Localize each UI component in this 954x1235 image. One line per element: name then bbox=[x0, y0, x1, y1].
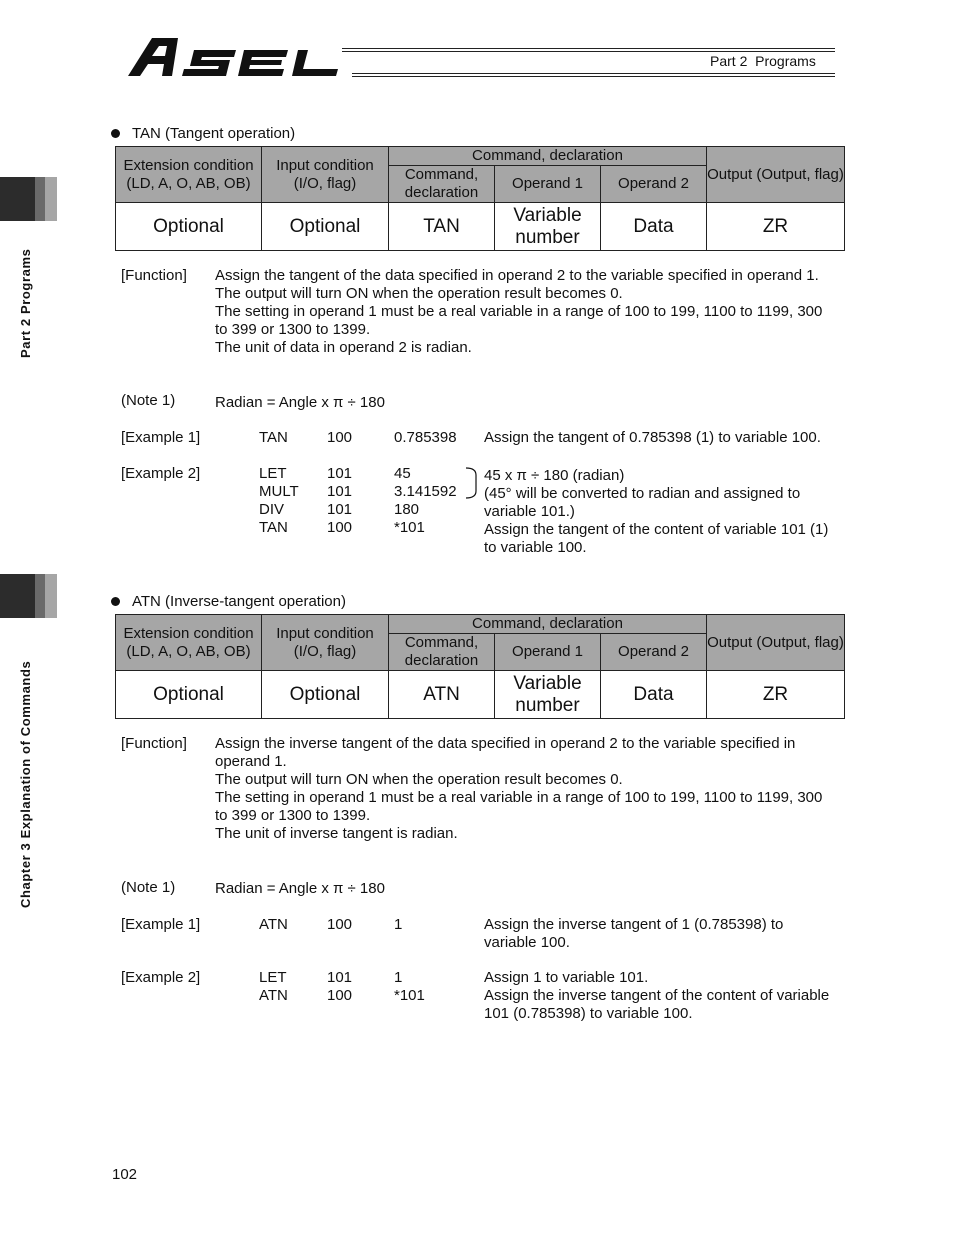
tan-example2-op1-item: 101 bbox=[327, 465, 353, 482]
tan-function-line: The unit of data in operand 2 is radian. bbox=[215, 339, 472, 356]
tan-example2-op2 bbox=[394, 465, 457, 537]
atn-example2-desc bbox=[484, 969, 829, 1023]
tan-cell-operand1: Variable number bbox=[495, 203, 601, 251]
atn-example2-desc-line: 101 (0.785398) to variable 100. bbox=[484, 1005, 693, 1022]
atn-note-text: Radian = Angle x π ÷ 180 bbox=[215, 880, 385, 897]
atn-example2-op2-item: 1 bbox=[394, 969, 403, 986]
tan-example1-command: TAN bbox=[259, 429, 288, 446]
tan-note-label: (Note 1) bbox=[121, 392, 176, 409]
atn-example2-desc-line: Assign 1 to variable 101. bbox=[484, 969, 649, 986]
asel-logo bbox=[126, 34, 351, 80]
atn-example1-op2: 1 bbox=[394, 916, 403, 933]
side-tab-part-dark bbox=[0, 177, 35, 221]
atn-example1-command: ATN bbox=[259, 916, 288, 933]
tan-example2-op1-item: 101 bbox=[327, 483, 353, 500]
atn-function-line: to 399 or 1300 to 1399. bbox=[215, 807, 371, 824]
page-number: 102 bbox=[112, 1166, 138, 1183]
side-tab-part-light bbox=[45, 177, 57, 221]
tan-example2-op1 bbox=[327, 465, 352, 537]
tan-cell-operand2: Data bbox=[601, 203, 707, 251]
side-tab-chapter-mid bbox=[35, 574, 45, 618]
atn-header-extension: Extension condition (LD, A, O, AB, OB) bbox=[116, 615, 262, 671]
header-rule-bottom bbox=[352, 76, 835, 77]
atn-cell-output: ZR bbox=[707, 671, 845, 719]
tan-cell-input: Optional bbox=[262, 203, 389, 251]
tan-note-text: Radian = Angle x π ÷ 180 bbox=[215, 394, 385, 411]
tan-function-text bbox=[215, 267, 822, 357]
atn-function-line: The unit of inverse tangent is radian. bbox=[215, 825, 458, 842]
tan-cell-output: ZR bbox=[707, 203, 845, 251]
tan-example1-op1: 100 bbox=[327, 429, 353, 446]
header-rule-top bbox=[342, 48, 835, 49]
tan-example2-op2-item: 3.141592 bbox=[394, 483, 457, 500]
atn-header-command-group: Command, declaration bbox=[389, 615, 707, 634]
tan-heading: TAN (Tangent operation) bbox=[132, 125, 296, 142]
side-chapter-label: Chapter 3 Explanation of Commands bbox=[18, 660, 33, 908]
atn-cell-input: Optional bbox=[262, 671, 389, 719]
atn-header-operand1: Operand 1 bbox=[495, 634, 601, 671]
tan-function-label: [Function] bbox=[121, 267, 187, 284]
side-tab-part-mid bbox=[35, 177, 45, 221]
tan-example2-op1-item: 101 bbox=[327, 501, 353, 518]
atn-bullet bbox=[111, 597, 120, 606]
atn-example1-desc-line: variable 100. bbox=[484, 934, 570, 951]
header-rule-mid bbox=[342, 51, 835, 52]
atn-function-line: Assign the inverse tangent of the data specified in operand 2 to the variable specified in bbox=[215, 735, 796, 752]
tan-header-extension: Extension condition (LD, A, O, AB, OB) bbox=[116, 147, 262, 203]
tan-header-command-group: Command, declaration bbox=[389, 147, 707, 166]
tan-function-line: The setting in operand 1 must be a real variable in a range of 100 to 199, 1100 to 1199, 300 bbox=[215, 303, 823, 320]
tan-function-line: Assign the tangent of the data specified in operand 2 to the variable specified in operand 1. bbox=[215, 267, 819, 284]
atn-example2-desc-line: Assign the inverse tangent of the content of variable bbox=[484, 987, 830, 1004]
header-part-label: Part 2 Programs bbox=[710, 53, 816, 69]
tan-example2-desc-line: variable 101.) bbox=[484, 503, 575, 520]
atn-function-line: The setting in operand 1 must be a real variable in a range of 100 to 199, 1100 to 1199, 300 bbox=[215, 789, 823, 806]
side-part-label: Part 2 Programs bbox=[18, 248, 33, 358]
tan-header-input: Input condition (I/O, flag) bbox=[262, 147, 389, 203]
tan-cell-command: TAN bbox=[389, 203, 495, 251]
tan-bullet bbox=[111, 129, 120, 138]
tan-example2-op2-item: 45 bbox=[394, 465, 411, 482]
atn-function-line: operand 1. bbox=[215, 753, 287, 770]
atn-note-label: (Note 1) bbox=[121, 879, 176, 896]
tan-example2-desc-line: Assign the tangent of the content of variable 101 (1) bbox=[484, 521, 829, 538]
atn-function-text bbox=[215, 735, 822, 843]
atn-example1-desc-line: Assign the inverse tangent of 1 (0.785398) to bbox=[484, 916, 784, 933]
tan-example2-desc-line: (45° will be converted to radian and assigned to bbox=[484, 485, 801, 502]
tan-header-operand1: Operand 1 bbox=[495, 166, 601, 203]
tan-example1-desc: Assign the tangent of 0.785398 (1) to variable 100. bbox=[484, 429, 821, 446]
atn-example2-command: ATN bbox=[259, 987, 288, 1004]
tan-function-line: The output will turn ON when the operation result becomes 0. bbox=[215, 285, 623, 302]
atn-function-line: The output will turn ON when the operation result becomes 0. bbox=[215, 771, 623, 788]
atn-command-table bbox=[115, 614, 845, 719]
tan-example2-desc bbox=[484, 467, 828, 557]
atn-example2-op2-item: *101 bbox=[394, 987, 425, 1004]
atn-header-input: Input condition (I/O, flag) bbox=[262, 615, 389, 671]
atn-example2-commands bbox=[259, 969, 288, 1005]
atn-example2-command: LET bbox=[259, 969, 287, 986]
tan-command-table bbox=[115, 146, 845, 251]
tan-example2-bracket bbox=[464, 467, 480, 499]
atn-example2-op1 bbox=[327, 969, 352, 1005]
tan-header-output: Output (Output, flag) bbox=[707, 147, 845, 203]
tan-example1-op2: 0.785398 bbox=[394, 429, 457, 446]
atn-example1-label: [Example 1] bbox=[121, 916, 201, 933]
side-tab-chapter-light bbox=[45, 574, 57, 618]
atn-example2-op1-item: 101 bbox=[327, 969, 353, 986]
tan-example2-desc-line: to variable 100. bbox=[484, 539, 587, 556]
atn-cell-operand1: Variable number bbox=[495, 671, 601, 719]
atn-cell-command: ATN bbox=[389, 671, 495, 719]
tan-example2-commands bbox=[259, 465, 299, 537]
atn-example1-desc bbox=[484, 916, 783, 952]
tan-example1-label: [Example 1] bbox=[121, 429, 201, 446]
atn-header-command: Command, declaration bbox=[389, 634, 495, 671]
atn-header-output: Output (Output, flag) bbox=[707, 615, 845, 671]
atn-example2-label: [Example 2] bbox=[121, 969, 201, 986]
tan-example2-op1-item: 100 bbox=[327, 519, 353, 536]
tan-example2-command: LET bbox=[259, 465, 287, 482]
atn-cell-extension: Optional bbox=[116, 671, 262, 719]
tan-cell-extension: Optional bbox=[116, 203, 262, 251]
tan-header-command: Command, declaration bbox=[389, 166, 495, 203]
tan-example2-desc-line: 45 x π ÷ 180 (radian) bbox=[484, 467, 625, 484]
tan-example2-command: MULT bbox=[259, 483, 299, 500]
atn-example2-op2 bbox=[394, 969, 425, 1005]
atn-example1-op1: 100 bbox=[327, 916, 353, 933]
tan-example2-op2-item: *101 bbox=[394, 519, 425, 536]
atn-heading: ATN (Inverse-tangent operation) bbox=[132, 593, 346, 610]
atn-header-operand2: Operand 2 bbox=[601, 634, 707, 671]
tan-example2-label: [Example 2] bbox=[121, 465, 201, 482]
header-rule-bottom2 bbox=[352, 73, 835, 74]
tan-example2-command: DIV bbox=[259, 501, 285, 518]
atn-function-label: [Function] bbox=[121, 735, 187, 752]
tan-example2-command: TAN bbox=[259, 519, 288, 536]
tan-header-operand2: Operand 2 bbox=[601, 166, 707, 203]
side-tab-chapter-dark bbox=[0, 574, 35, 618]
atn-example2-op1-item: 100 bbox=[327, 987, 353, 1004]
tan-function-line: to 399 or 1300 to 1399. bbox=[215, 321, 371, 338]
atn-cell-operand2: Data bbox=[601, 671, 707, 719]
tan-example2-op2-item: 180 bbox=[394, 501, 420, 518]
